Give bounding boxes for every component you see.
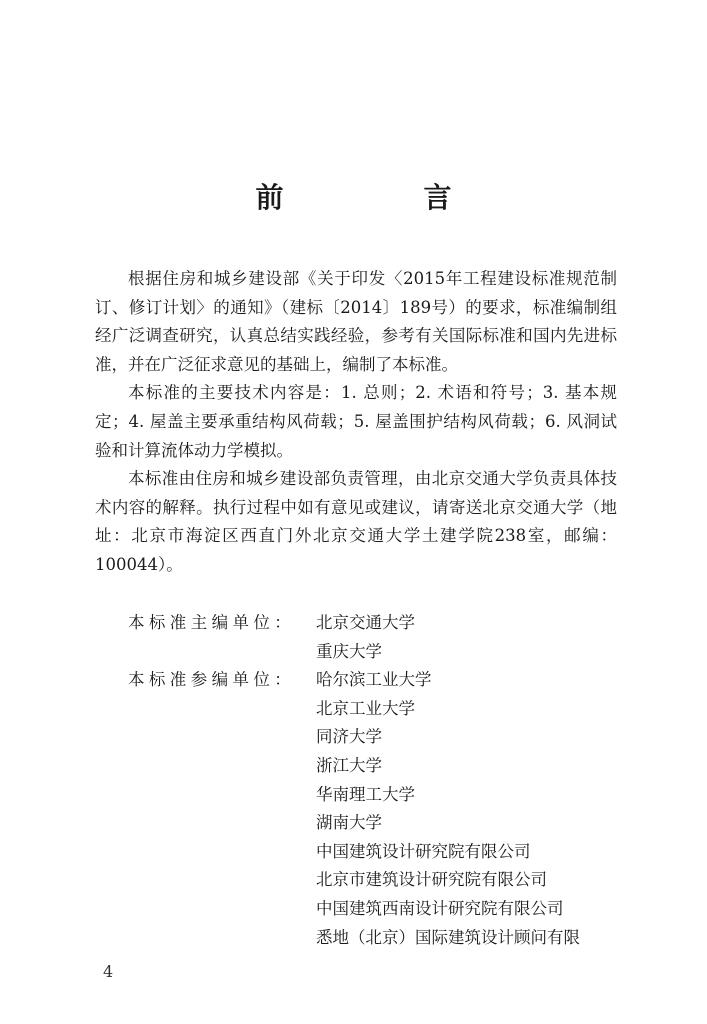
participating-unit-row — [128, 866, 628, 895]
paragraph-management: 本标准由住房和城乡建设部负责管理，由北京交通大学负责具体技术内容的解释。执行过程中如有意见或建议，请寄送北京交通大学（地址：北京市海淀区西直门外北京交通大学土建学院238室，邮编：100044）。 — [95, 469, 617, 574]
participating-unit-name: 悉地（北京）国际建筑设计顾问有限 — [316, 927, 580, 947]
paragraph-technical-content: 本标准的主要技术内容是：1. 总则；2. 术语和符号；3. 基本规定；4. 屋盖主要承重结构风荷载；5. 屋盖围护结构风荷载；6. 风洞试验和计算流体动力学模拟。 — [95, 383, 617, 460]
participating-unit-name: 中国建筑设计研究院有限公司 — [316, 841, 531, 861]
participating-unit-row — [128, 752, 628, 781]
page-title: 前 言 — [255, 181, 508, 214]
participating-unit-name: 北京工业大学 — [316, 698, 415, 718]
participating-unit-row — [128, 924, 628, 953]
participating-unit-row — [128, 781, 628, 810]
participating-unit-row — [128, 809, 628, 838]
participating-unit-name: 华南理工大学 — [316, 784, 415, 804]
participating-unit-row — [128, 895, 628, 924]
page-number: 4 — [103, 962, 114, 981]
participating-unit-name: 同济大学 — [316, 727, 382, 747]
participating-unit-name: 哈尔滨工业大学 — [316, 670, 432, 690]
chief-unit-name: 重庆大学 — [316, 641, 382, 661]
participating-units-label: 本标准参编单位： — [128, 670, 296, 690]
participating-unit-name: 北京市建筑设计研究院有限公司 — [316, 870, 547, 890]
chief-unit-row — [128, 638, 628, 667]
participating-unit-name: 浙江大学 — [316, 755, 382, 775]
participating-unit-name: 中国建筑西南设计研究院有限公司 — [316, 898, 564, 918]
chief-units-label: 本标准主编单位： — [128, 613, 296, 632]
preface-body — [95, 265, 617, 580]
participating-unit-row — [128, 666, 628, 695]
editing-units — [128, 609, 628, 952]
participating-unit-row — [128, 723, 628, 752]
chief-unit-name: 北京交通大学 — [316, 613, 415, 632]
participating-unit-row — [128, 695, 628, 724]
participating-unit-row — [128, 838, 628, 867]
participating-unit-name: 湖南大学 — [316, 813, 382, 833]
paragraph-background: 根据住房和城乡建设部《关于印发〈2015年工程建设标准规范制订、修订计划〉的通知》（建标〔2014〕189号）的要求，标准编制组经广泛调查研究，认真总结实践经验，参考有关国际标准和国内先进标准，并在广泛征求意见的基础上，编制了本标准。 — [95, 269, 617, 374]
chief-unit-row — [128, 609, 628, 638]
